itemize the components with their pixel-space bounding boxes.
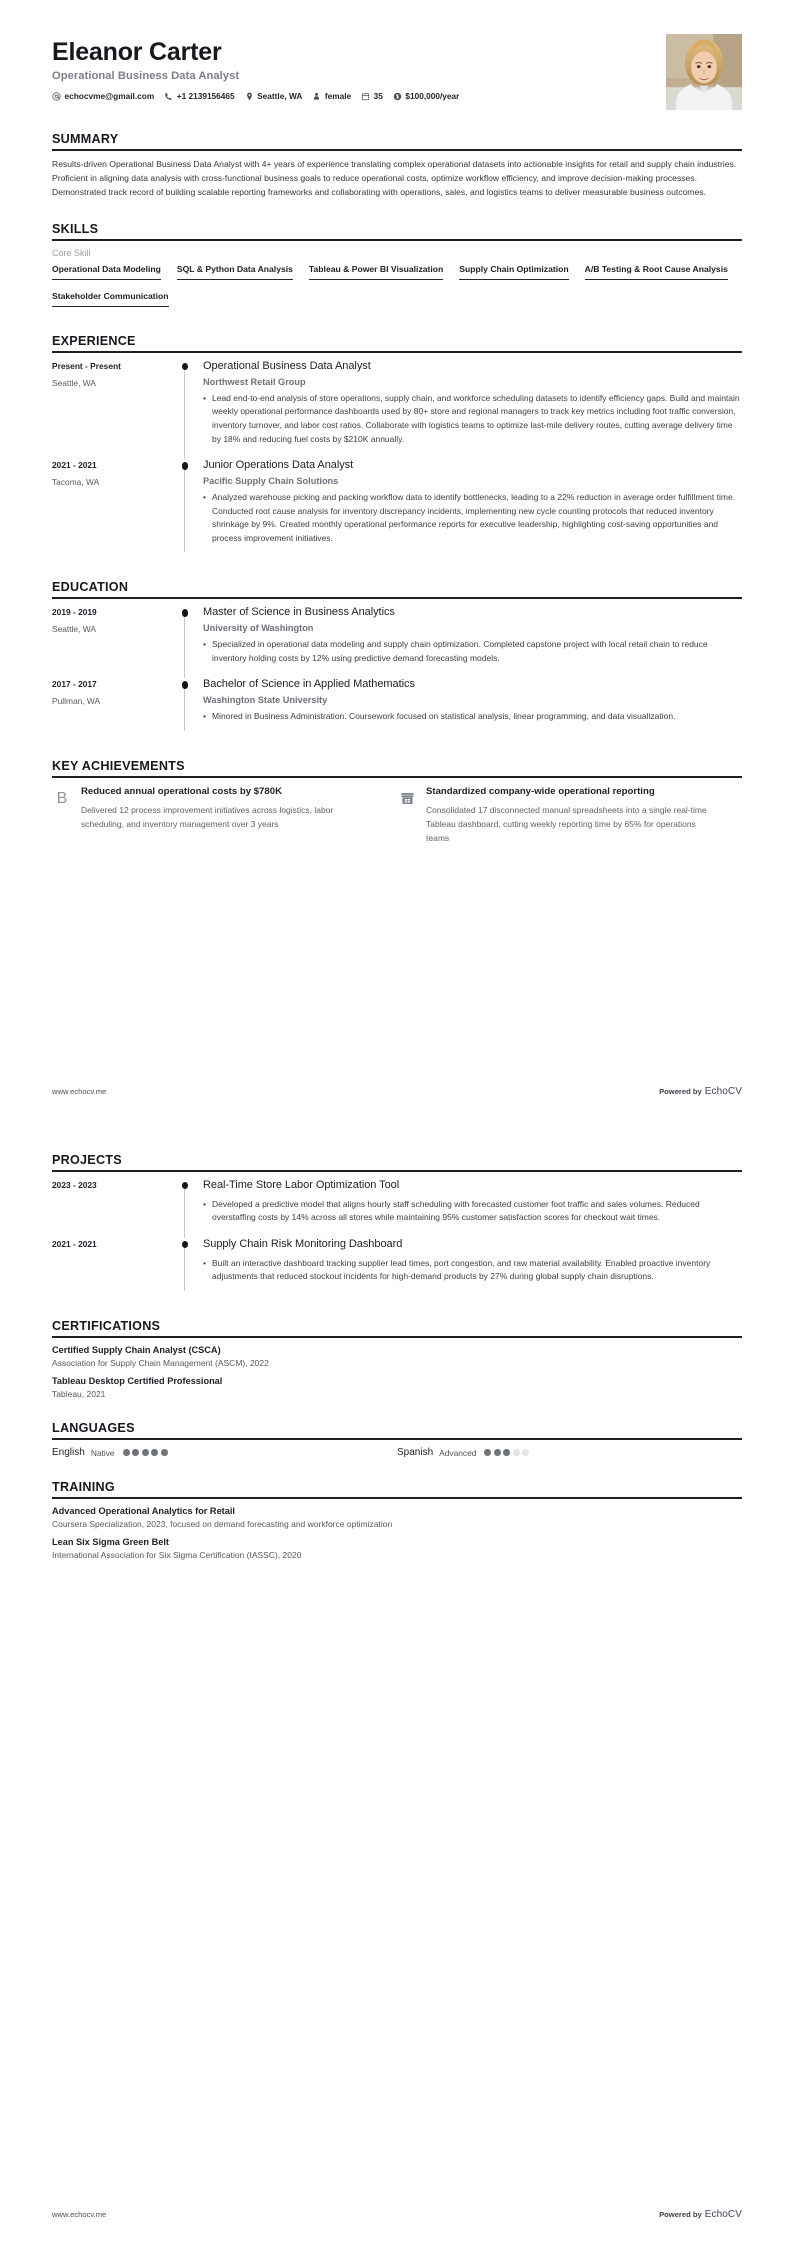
achievement-title: Reduced annual operational costs by $780K	[81, 785, 282, 797]
achievement-description: Delivered 12 process improvement initiatives across logistics, labor scheduling, and inventory management over 3 years	[81, 805, 334, 830]
footer-powered-by	[659, 1086, 742, 1097]
resume-page-2	[0, 1123, 794, 2246]
education-entry	[52, 606, 742, 678]
rating-dot	[123, 1449, 130, 1457]
training-name: Advanced Operational Analytics for Retail	[52, 1506, 235, 1517]
timeline-line	[184, 1245, 185, 1291]
timeline-dot-icon	[182, 681, 188, 688]
entry-bullets	[203, 710, 742, 724]
bullet-text: Minored in Business Administration. Coursework focused on statistical analysis, linear programming, and data visualization.	[211, 711, 676, 722]
bullet-item	[203, 638, 742, 665]
certification-item	[52, 1376, 742, 1399]
language-name: English	[52, 1447, 85, 1459]
section-divider	[52, 1438, 742, 1440]
rating-dot	[513, 1449, 520, 1457]
contact-age	[361, 91, 383, 101]
rating-dot	[161, 1449, 168, 1457]
header-left	[52, 34, 459, 101]
achievement-description: Consolidated 17 disconnected manual spreadsheets into a single real-time Tableau dashboard, cutting weekly reporting time by 65% for operations teams	[426, 805, 707, 843]
entry-meta	[52, 678, 180, 736]
timeline-dot-icon	[182, 462, 188, 469]
timeline-rail	[180, 678, 202, 736]
entry-bullets	[203, 1257, 742, 1284]
entry-location: Tacoma, WA	[52, 477, 100, 488]
language-level: Native	[90, 1447, 115, 1458]
entry-institution: Washington State University	[203, 695, 328, 706]
person-icon	[312, 92, 321, 101]
entry-date: 2021 - 2021	[52, 460, 97, 471]
achievement-item	[397, 785, 742, 846]
entry-meta	[52, 606, 180, 678]
rating-dot	[484, 1449, 491, 1457]
timeline-dot-icon	[182, 1241, 188, 1248]
timeline-rail	[180, 606, 202, 678]
timeline-rail	[180, 1179, 202, 1238]
bullet-text: Specialized in operational data modeling and supply chain optimization. Completed capstone project with local retail chain to reduce inventory holding costs by 12% using predictive demand forecasting models.	[211, 639, 708, 663]
bullet-item	[203, 1257, 742, 1284]
storefront-icon	[397, 789, 417, 809]
timeline-dot-icon	[182, 609, 188, 616]
entry-body	[202, 360, 742, 459]
section-title-certifications: CERTIFICATIONS	[52, 1318, 161, 1333]
contact-email[interactable]	[52, 91, 154, 101]
bullet-dot-icon: •	[203, 491, 206, 502]
bullet-dot-icon: •	[203, 711, 206, 722]
project-name: Real-Time Store Labor Optimization Tool	[203, 1179, 400, 1192]
section-languages	[52, 1421, 742, 1458]
section-title-achievements: KEY ACHIEVEMENTS	[52, 758, 185, 773]
section-divider	[52, 351, 742, 353]
timeline-dot-icon	[182, 1182, 188, 1189]
language-name: Spanish	[397, 1447, 434, 1459]
footer-brand: EchoCV	[704, 1086, 742, 1097]
contact-salary	[393, 91, 459, 101]
achievement-item	[52, 785, 397, 846]
language-level: Advanced	[439, 1447, 477, 1458]
rating-dot	[132, 1449, 139, 1457]
section-title-skills: SKILLS	[52, 221, 99, 236]
timeline-rail	[180, 1238, 202, 1297]
skill-chip: SQL & Python Data Analysis	[177, 264, 293, 280]
skill-chip-list	[52, 264, 742, 312]
training-name: Lean Six Sigma Green Belt	[52, 1537, 169, 1548]
skill-chip: A/B Testing & Root Cause Analysis	[585, 264, 728, 280]
footer-url[interactable]: www.echocv.me	[52, 1087, 107, 1096]
entry-date: Present - Present	[52, 361, 121, 372]
bullet-dot-icon: •	[203, 1198, 206, 1209]
section-training	[52, 1480, 742, 1560]
letter-b-icon: B	[56, 789, 68, 807]
entry-bullets	[203, 392, 742, 446]
section-skills	[52, 222, 742, 312]
certification-list	[52, 1345, 742, 1399]
section-divider	[52, 1170, 742, 1172]
certification-name: Tableau Desktop Certified Professional	[52, 1376, 223, 1387]
section-title-education: EDUCATION	[52, 580, 129, 595]
project-entry	[52, 1179, 742, 1238]
timeline-dot-icon	[182, 363, 188, 370]
section-title-training: TRAINING	[52, 1480, 115, 1495]
calendar-icon	[361, 92, 370, 101]
section-divider	[52, 239, 742, 241]
contact-age-value: 35	[373, 91, 383, 101]
rating-dot	[494, 1449, 501, 1457]
entry-organization: Pacific Supply Chain Solutions	[203, 475, 339, 486]
summary-text: Results-driven Operational Business Data Analyst with 4+ years of experience translating complex operational datasets into actionable insights for retail and supply chain industries. Proficient in aligning data analysis with cross-functional business goals to reduce operational costs, optimize workflow efficiency, and improve decision-making processes. Demonstrated track record of building scalable reporting frameworks and collaborating with operations, sales, and logistics teams to deliver measurable business outcomes.	[52, 159, 737, 197]
certification-issuer: Tableau, 2021	[52, 1389, 106, 1400]
achievement-list	[52, 785, 742, 846]
footer-powered-label: Powered by	[659, 2210, 702, 2219]
achievement-content	[81, 785, 363, 832]
skill-chip: Supply Chain Optimization	[459, 264, 568, 280]
timeline-line	[184, 613, 185, 678]
section-certifications	[52, 1319, 742, 1399]
skill-chip: Stakeholder Communication	[52, 291, 169, 307]
entry-degree: Master of Science in Business Analytics	[203, 606, 395, 619]
training-item	[52, 1506, 742, 1529]
bullet-item	[203, 392, 742, 446]
bullet-dot-icon: •	[203, 1257, 206, 1268]
location-pin-icon	[245, 92, 254, 101]
section-divider	[52, 597, 742, 599]
entry-location: Pullman, WA	[52, 696, 101, 707]
training-list	[52, 1506, 742, 1560]
section-experience	[52, 334, 742, 558]
footer-brand: EchoCV	[704, 2209, 742, 2220]
entry-meta	[52, 1179, 180, 1238]
page-title: Eleanor Carter	[52, 38, 222, 66]
contact-gender	[312, 91, 351, 101]
entry-date: 2023 - 2023	[52, 1180, 97, 1191]
bullet-text: Analyzed warehouse picking and packing workflow data to identify bottlenecks, leading to a 22% reduction in average order fulfillment time. Conducted root cause analysis for inventory discrepancy incidents, implementing new cycle counting protocols that reduced inventory shrinkage by 9%. Created monthly operational performance reports for executive leadership, highlighting cost-saving opportunities and process improvement initiatives.	[211, 491, 736, 543]
entry-meta	[52, 1238, 180, 1297]
contact-phone-value: +1 2139156465	[176, 91, 235, 101]
certification-item	[52, 1345, 742, 1368]
timeline-line	[184, 1186, 185, 1238]
contact-gender-value: female	[324, 91, 352, 101]
entry-organization: Northwest Retail Group	[203, 376, 306, 387]
entry-bullets	[203, 1198, 742, 1225]
contact-phone[interactable]	[164, 91, 234, 101]
section-divider	[52, 1497, 742, 1499]
certification-issuer: Association for Supply Chain Management (ASCM), 2022	[52, 1358, 269, 1369]
training-detail: International Association for Six Sigma Certification (IASSC), 2020	[52, 1550, 302, 1561]
entry-location: Seattle, WA	[52, 378, 96, 389]
skill-group-label: Core Skill	[52, 247, 91, 258]
page-footer	[52, 2209, 742, 2220]
rating-dot	[151, 1449, 158, 1457]
section-title-experience: EXPERIENCE	[52, 333, 136, 348]
bullet-dot-icon: •	[203, 392, 206, 403]
phone-icon	[164, 92, 173, 101]
language-item	[52, 1447, 397, 1458]
section-education	[52, 580, 742, 736]
bullet-item	[203, 491, 742, 545]
entry-role: Junior Operations Data Analyst	[203, 459, 354, 472]
entry-bullets	[203, 638, 742, 665]
project-entry	[52, 1238, 742, 1297]
entry-date: 2021 - 2021	[52, 1239, 97, 1250]
section-projects	[52, 1153, 742, 1297]
entry-institution: University of Washington	[203, 623, 314, 634]
section-key-achievements	[52, 759, 742, 846]
rating-dot	[142, 1449, 149, 1457]
contact-email-value: echocvme@gmail.com	[64, 91, 155, 101]
section-summary	[52, 132, 742, 200]
contact-location	[245, 91, 303, 101]
timeline-line	[184, 685, 185, 730]
job-title: Operational Business Data Analyst	[52, 70, 240, 82]
achievement-title: Standardized company-wide operational reporting	[426, 785, 655, 797]
entry-role: Operational Business Data Analyst	[203, 360, 371, 373]
timeline-rail	[180, 459, 202, 558]
section-divider	[52, 1336, 742, 1338]
entry-location: Seattle, WA	[52, 624, 96, 635]
rating-dot	[503, 1449, 510, 1457]
certification-name: Certified Supply Chain Analyst (CSCA)	[52, 1345, 221, 1356]
entry-body	[202, 1179, 742, 1238]
timeline-line	[184, 367, 185, 459]
entry-body	[202, 606, 742, 678]
section-divider	[52, 776, 742, 778]
entry-bullets	[203, 491, 742, 545]
contact-salary-value: $100,000/year	[405, 91, 460, 101]
entry-degree: Bachelor of Science in Applied Mathematics	[203, 678, 415, 691]
language-rating	[484, 1449, 529, 1457]
training-detail: Coursera Specialization, 2023, focused on demand forecasting and workforce optimization	[52, 1519, 393, 1530]
bullet-text: Built an interactive dashboard tracking supplier lead times, port congestion, and raw material availability. Enabled proactive inventory adjustments that reduced stockout incidents for high-demand products by 27% during global supply chain disruptions.	[211, 1257, 711, 1282]
skill-chip: Tableau & Power BI Visualization	[309, 264, 443, 280]
entry-date: 2017 - 2017	[52, 679, 97, 690]
experience-entry	[52, 360, 742, 459]
entry-body	[202, 459, 742, 558]
avatar	[666, 34, 742, 110]
avatar-image	[666, 34, 742, 110]
rating-dot	[522, 1449, 529, 1457]
entry-body	[202, 678, 742, 736]
language-item	[397, 1447, 742, 1458]
section-title-summary: SUMMARY	[52, 132, 119, 146]
section-divider	[52, 149, 742, 151]
footer-url[interactable]: www.echocv.me	[52, 2210, 107, 2219]
email-icon	[52, 92, 61, 101]
contact-row	[52, 91, 459, 101]
experience-entry	[52, 459, 742, 558]
project-name: Supply Chain Risk Monitoring Dashboard	[203, 1238, 403, 1251]
bullet-item	[203, 1198, 742, 1225]
achievement-content	[426, 785, 708, 846]
footer-powered-label: Powered by	[659, 1087, 702, 1096]
timeline-line	[184, 466, 185, 552]
entry-meta	[52, 360, 180, 459]
bullet-dot-icon: •	[203, 639, 206, 650]
education-entry	[52, 678, 742, 736]
bullet-text: Developed a predictive model that aligns hourly staff scheduling with forecasted customer foot traffic and sales volumes. Reduced overstaffing costs by 14% across all stores while maintaining 95% customer satisfaction scores for checkout wait times.	[211, 1198, 700, 1223]
entry-date: 2019 - 2019	[52, 607, 97, 618]
bullet-item	[203, 710, 742, 724]
entry-meta	[52, 459, 180, 558]
timeline-rail	[180, 360, 202, 459]
language-list	[52, 1447, 742, 1458]
contact-location-value: Seattle, WA	[257, 91, 303, 101]
section-title-projects: PROJECTS	[52, 1153, 122, 1167]
training-item	[52, 1537, 742, 1560]
resume-header	[52, 26, 742, 110]
skill-chip: Operational Data Modeling	[52, 264, 161, 280]
footer-powered-by	[659, 2209, 742, 2220]
page-footer	[52, 1086, 742, 1097]
money-icon	[393, 92, 402, 101]
bullet-text: Lead end-to-end analysis of store operations, supply chain, and workforce scheduling datasets to identify efficiency gaps. Build and maintain weekly operational performance dashboards used by 80+ store and regional managers to track key metrics including foot traffic conversion, inventory turnover, and labor cost ratios. Collaborate with logistics teams to optimize last-mile delivery routes, cutting average delivery time by 18% and reducing fuel costs by $210K annually.	[211, 392, 740, 444]
entry-body	[202, 1238, 742, 1297]
language-rating	[123, 1449, 168, 1457]
section-title-languages: LANGUAGES	[52, 1421, 135, 1436]
